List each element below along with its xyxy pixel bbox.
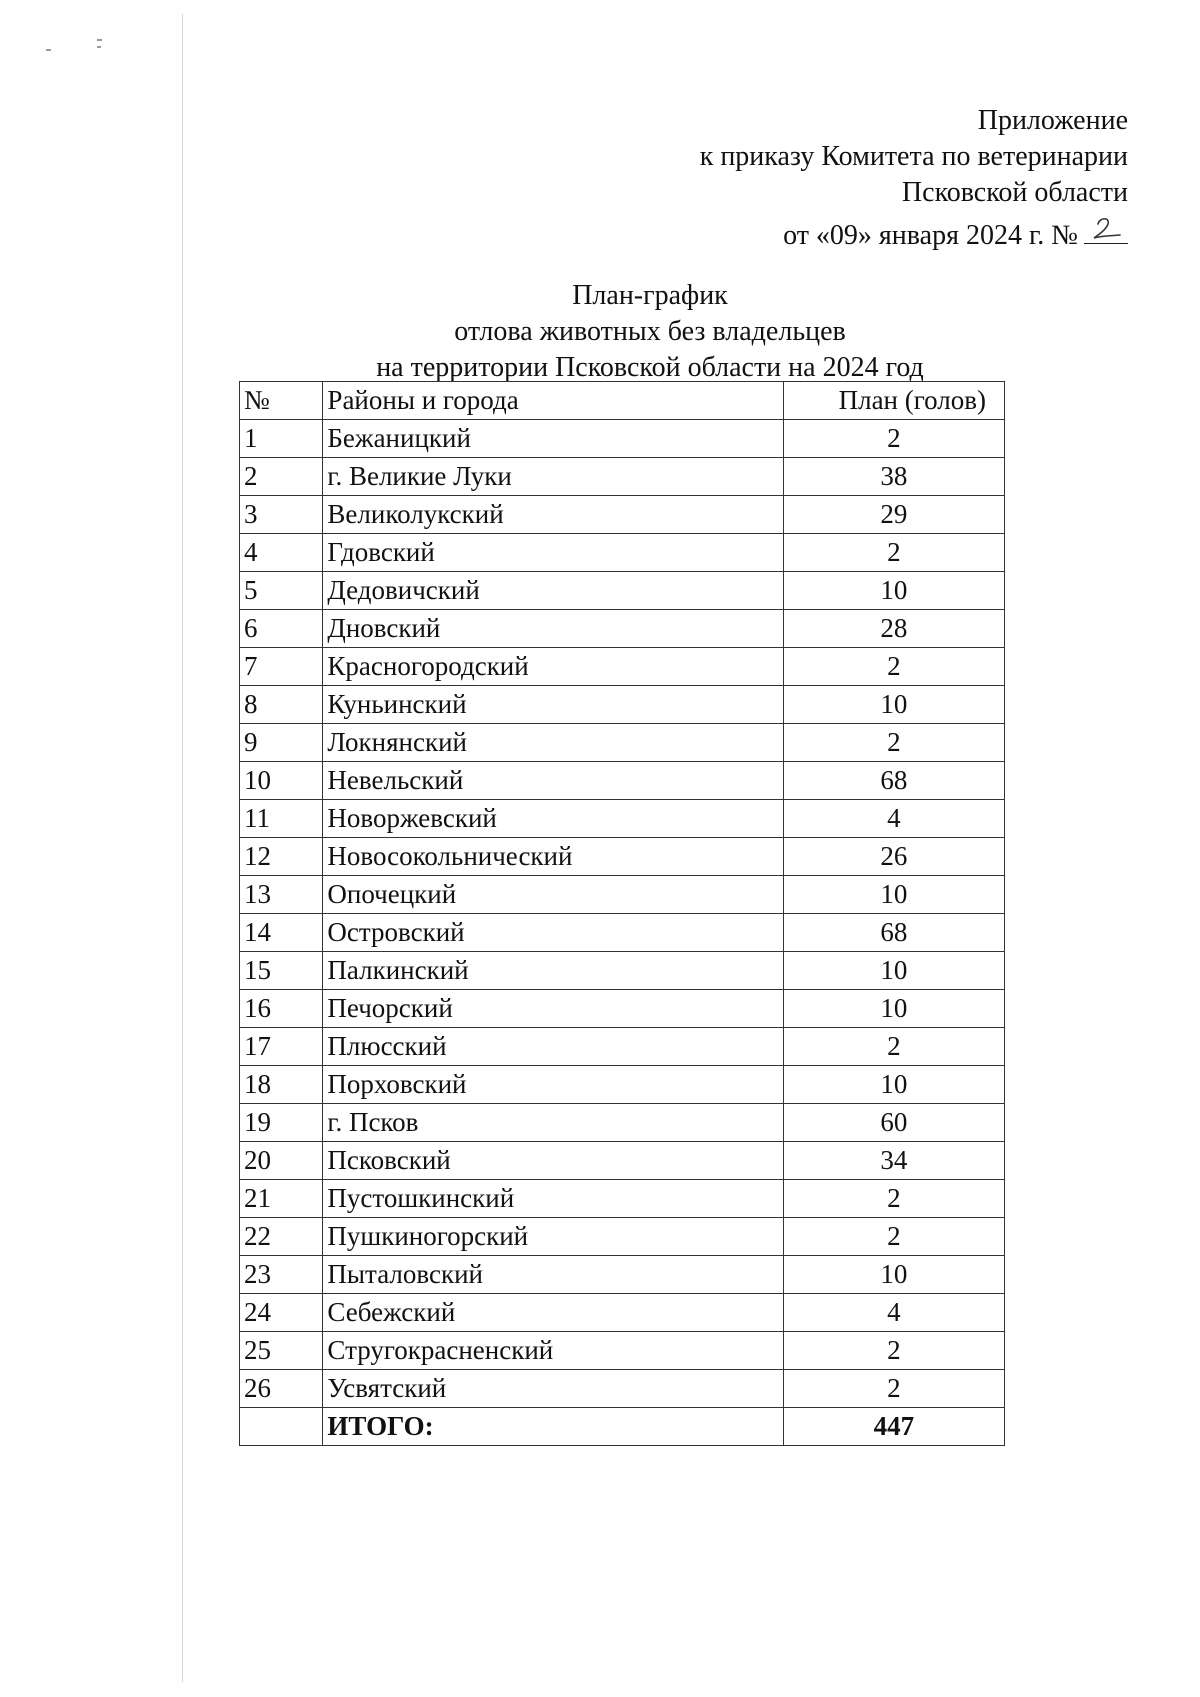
table-row	[240, 838, 1005, 876]
row-name: Локнянский	[323, 724, 783, 762]
header-name: Районы и города	[323, 382, 783, 420]
row-plan: 10	[783, 1256, 1004, 1294]
row-num: 6	[240, 610, 323, 648]
table-row	[240, 990, 1005, 1028]
row-plan: 2	[783, 648, 1004, 686]
row-name: Псковский	[323, 1142, 783, 1180]
row-name: Куньинский	[323, 686, 783, 724]
row-num: 17	[240, 1028, 323, 1066]
document-title	[300, 278, 1000, 386]
row-plan: 68	[783, 914, 1004, 952]
table-total-row	[240, 1408, 1005, 1446]
appendix-title: Приложение	[977, 105, 1128, 136]
title-line-3: на территории Псковской области на 2024 год	[376, 352, 924, 383]
row-plan: 10	[783, 1066, 1004, 1104]
table-row	[240, 1028, 1005, 1066]
table-row	[240, 800, 1005, 838]
row-plan: 38	[783, 458, 1004, 496]
scan-speck	[97, 39, 102, 41]
row-name: Новосокольнический	[323, 838, 783, 876]
row-num: 26	[240, 1370, 323, 1408]
table-body	[240, 420, 1005, 1408]
table-row	[240, 534, 1005, 572]
row-plan: 4	[783, 1294, 1004, 1332]
row-name: г. Великие Луки	[323, 458, 783, 496]
row-name: Печорский	[323, 990, 783, 1028]
row-name: Плюсский	[323, 1028, 783, 1066]
scan-speck	[97, 46, 101, 48]
table-row	[240, 1180, 1005, 1218]
table-row	[240, 686, 1005, 724]
appendix-header	[700, 103, 1128, 254]
table-row	[240, 914, 1005, 952]
order-number-handwritten	[1084, 211, 1128, 244]
row-plan: 10	[783, 952, 1004, 990]
row-plan: 4	[783, 800, 1004, 838]
row-name: Пушкиногорский	[323, 1218, 783, 1256]
row-num: 22	[240, 1218, 323, 1256]
row-num: 19	[240, 1104, 323, 1142]
appendix-date-line	[700, 211, 1128, 254]
row-name: Порховский	[323, 1066, 783, 1104]
row-name: Себежский	[323, 1294, 783, 1332]
table-row	[240, 1142, 1005, 1180]
total-num	[240, 1408, 323, 1446]
row-plan: 2	[783, 1332, 1004, 1370]
row-name: Стругокрасненский	[323, 1332, 783, 1370]
table-row	[240, 1066, 1005, 1104]
appendix-region: Псковской области	[901, 177, 1128, 208]
handwritten-signature-icon	[1090, 215, 1124, 241]
row-num: 12	[240, 838, 323, 876]
table-row	[240, 572, 1005, 610]
table-row	[240, 1294, 1005, 1332]
row-num: 24	[240, 1294, 323, 1332]
table-row	[240, 762, 1005, 800]
table-row	[240, 1256, 1005, 1294]
row-plan: 2	[783, 1180, 1004, 1218]
table-row	[240, 952, 1005, 990]
row-name: Дедовичский	[323, 572, 783, 610]
row-name: Красногородский	[323, 648, 783, 686]
row-plan: 2	[783, 534, 1004, 572]
row-name: Невельский	[323, 762, 783, 800]
row-plan: 10	[783, 686, 1004, 724]
row-num: 5	[240, 572, 323, 610]
table-row	[240, 458, 1005, 496]
row-plan: 68	[783, 762, 1004, 800]
row-num: 13	[240, 876, 323, 914]
row-num: 2	[240, 458, 323, 496]
table-row	[240, 724, 1005, 762]
table-row	[240, 1370, 1005, 1408]
row-plan: 2	[783, 1370, 1004, 1408]
row-plan: 2	[783, 724, 1004, 762]
row-num: 20	[240, 1142, 323, 1180]
row-num: 1	[240, 420, 323, 458]
row-name: Гдовский	[323, 534, 783, 572]
row-num: 16	[240, 990, 323, 1028]
row-name: Пыталовский	[323, 1256, 783, 1294]
row-name: Усвятский	[323, 1370, 783, 1408]
row-plan: 2	[783, 1218, 1004, 1256]
row-name: Палкинский	[323, 952, 783, 990]
row-name: Опочецкий	[323, 876, 783, 914]
table-row	[240, 648, 1005, 686]
row-num: 23	[240, 1256, 323, 1294]
table-row	[240, 1218, 1005, 1256]
row-num: 7	[240, 648, 323, 686]
table-row	[240, 420, 1005, 458]
total-value: 447	[783, 1408, 1004, 1446]
row-num: 8	[240, 686, 323, 724]
appendix-order-ref: к приказу Комитета по ветеринарии	[699, 141, 1128, 172]
row-name: Новоржевский	[323, 800, 783, 838]
row-name: г. Псков	[323, 1104, 783, 1142]
row-plan: 60	[783, 1104, 1004, 1142]
row-plan: 34	[783, 1142, 1004, 1180]
header-num: №	[240, 382, 323, 420]
row-num: 3	[240, 496, 323, 534]
table-row	[240, 610, 1005, 648]
row-num: 25	[240, 1332, 323, 1370]
row-name: Бежаницкий	[323, 420, 783, 458]
row-plan: 29	[783, 496, 1004, 534]
table-row	[240, 1104, 1005, 1142]
appendix-date: от «09» января 2024 г. №	[783, 220, 1078, 251]
row-name: Великолукский	[323, 496, 783, 534]
row-num: 14	[240, 914, 323, 952]
header-plan: План (голов)	[783, 382, 1004, 420]
row-plan: 2	[783, 1028, 1004, 1066]
title-line-1: План-график	[572, 280, 728, 311]
row-plan: 26	[783, 838, 1004, 876]
row-plan: 2	[783, 420, 1004, 458]
row-num: 15	[240, 952, 323, 990]
total-label: ИТОГО:	[323, 1408, 783, 1446]
row-plan: 28	[783, 610, 1004, 648]
row-num: 11	[240, 800, 323, 838]
row-plan: 10	[783, 990, 1004, 1028]
table-row	[240, 496, 1005, 534]
title-line-2: отлова животных без владельцев	[454, 316, 846, 347]
row-plan: 10	[783, 572, 1004, 610]
scan-speck	[46, 49, 51, 51]
row-name: Пустошкинский	[323, 1180, 783, 1218]
row-name: Дновский	[323, 610, 783, 648]
table-row	[240, 876, 1005, 914]
row-num: 18	[240, 1066, 323, 1104]
table-header-row	[240, 382, 1005, 420]
row-num: 21	[240, 1180, 323, 1218]
plan-table	[239, 381, 1005, 1446]
table-row	[240, 1332, 1005, 1370]
row-num: 10	[240, 762, 323, 800]
row-num: 4	[240, 534, 323, 572]
row-name: Островский	[323, 914, 783, 952]
scan-margin-line	[182, 14, 183, 1682]
row-num: 9	[240, 724, 323, 762]
row-plan: 10	[783, 876, 1004, 914]
